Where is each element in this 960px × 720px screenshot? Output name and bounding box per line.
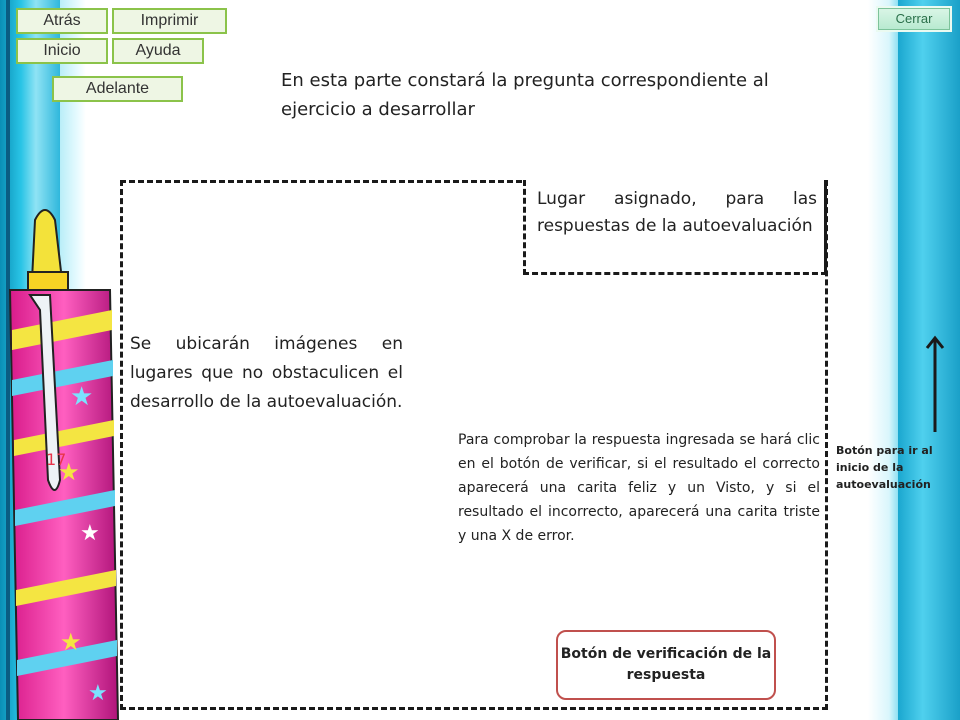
home-button[interactable]: Inicio [16, 38, 108, 64]
go-to-start-note: Botón para ir al inicio de la autoevaluación [836, 444, 933, 491]
verify-answer-button[interactable] [556, 630, 776, 700]
svg-text:★: ★ [60, 628, 82, 656]
close-button[interactable]: Cerrar [878, 8, 950, 30]
svg-text:★: ★ [88, 681, 108, 706]
forward-button[interactable]: Adelante [52, 76, 183, 102]
verify-instructions: Para comprobar la respuesta ingresada se hará clic en el botón de verificar, si el resultado el correcto aparecerá una carita feliz y un Visto, y si el resultado el incorrecto, aparecerá una carita triste y una X de error. [458, 432, 820, 544]
print-button[interactable]: Imprimir [112, 8, 227, 34]
answer-area-label: Lugar asignado, para las respuestas de la autoevaluación [537, 189, 817, 236]
help-button[interactable]: Ayuda [112, 38, 204, 64]
svg-text:★: ★ [58, 458, 80, 486]
page-number: 17 [46, 450, 67, 469]
images-note: Se ubicarán imágenes en lugares que no obstaculicen el desarrollo de la autoevaluación. [130, 334, 403, 412]
verify-answer-button-label: Botón de verificación de la respuesta [560, 646, 772, 683]
back-button[interactable]: Atrás [16, 8, 108, 34]
svg-text:★: ★ [70, 382, 94, 412]
svg-text:★: ★ [80, 521, 100, 546]
arrow-up-icon[interactable] [925, 334, 945, 434]
question-text: En esta parte constará la pregunta correspondiente al ejercicio a desarrollar [281, 70, 769, 120]
right-decorative-band-light [868, 0, 898, 720]
